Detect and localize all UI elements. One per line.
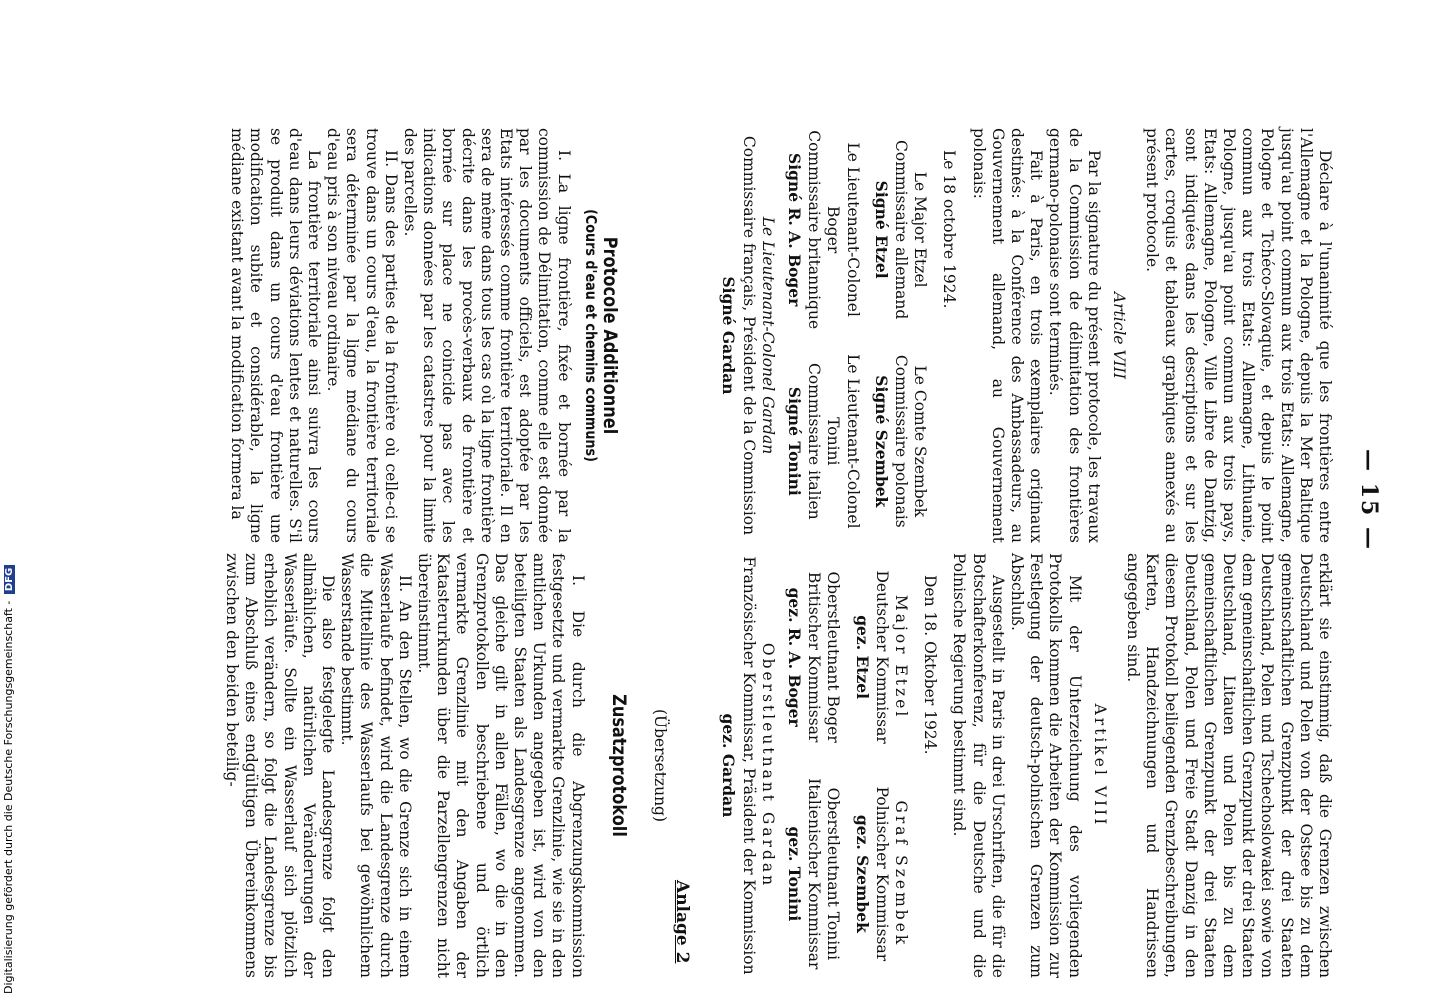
- fr-sig-role: Commissaire italien: [805, 362, 824, 520]
- de-article-title: Artikel VIII: [1090, 703, 1109, 828]
- de-protocol-title: Zusatzprotokoll: [607, 694, 630, 837]
- de-sig-name: Major Etzel: [891, 594, 910, 720]
- de-paragraph: Die also festgelegte Landesgrenze folgt den allmählichen, natürlichen Veränderungen der Wasserläufe. Sollte ein Wasserlauf sich plötzlich erheblich verändern, so folgt die Landesgrenze bis zum Abschluß eines endgültigen Übereinkommens zwischen den beiden beteilig-: [223, 553, 338, 978]
- fr-protocol-subtitle: (Cours d'eau et chemins communs): [581, 209, 600, 462]
- de-sig-signed: gez. Szembek: [852, 814, 872, 933]
- fr-paragraph: I. La ligne frontière, fixée et bornée par la commission de Délimitation, comme elle est donnée par les documents officiels, est adoptée par les Etats intéressés comme frontière territoriale. Il en sera de même dans tous les cas où la ligne frontière décrite dans les procès-verbaux de frontière et bornée sur place ne coincide pas avec les indications données par les catastres pour la limite des parcelles.: [401, 128, 573, 543]
- fr-sig-signed: Signé Etzel: [871, 180, 891, 279]
- de-sig-name: Oberstleutnant Gardan: [758, 642, 777, 889]
- german-column: [222, 553, 1334, 978]
- fr-sig-name: Le Lieutenant-Colonel Boger: [824, 142, 862, 317]
- de-sig-role: Französischer Kommissar, Präsident der Kommission: [739, 556, 758, 975]
- fr-protocol-title: Protocole Additionnel: [599, 236, 622, 435]
- de-sig-name: Graf Szembek: [891, 800, 910, 948]
- de-sig-president: [719, 553, 777, 978]
- digitization-footer: [2, 0, 15, 1000]
- de-uebersetzung: (Übersetzung): [651, 708, 670, 823]
- de-paragraph: I. Die durch die Abgrenzungskommission festgesetzte und vermarkte Grenzlinie, wie sie in den amtlichen Urkunden angegeben ist, wird von den beteiligten Staaten als Landesgrenze angenommen. Das gleiche gilt in allen Fällen, wo die in den Grenzprotokollen beschriebene und örtlich vermarkte Grenzlinie mit den Angaben der Katasterurkunden über die Parzellengrenzen nicht übereinstimmt.: [415, 553, 587, 978]
- de-sig-signed: gez. Etzel: [852, 615, 872, 700]
- fr-sig-name: Le Comte Szembek: [911, 365, 930, 518]
- de-sig-signed: gez. R. A. Boger: [784, 587, 804, 727]
- fr-sig-role: Commissaire français, Président de la Commission: [739, 135, 758, 536]
- french-column: [227, 128, 1334, 543]
- fr-intro: Déclare à l'unanimité que les frontières entre l'Allemagne et la Pologne, depuis la Mer Baltique jusqu'au point commun aux trois Etats: Allemagne, Pologne et Tchéco-Slovaquie, et depuis le point commun aux trois Etats: Allemagne, Lithuanie, Pologne, jusqu'au point commun aux trois pays, Etats: Allemagne, Pologne, Ville Libre de Dantzig, sont indiquées dans les descriptions et sur les cartes, croquis et tableaux graphiques annexés au présent protocole.: [1143, 128, 1334, 543]
- fr-signatures-row2: [785, 128, 862, 543]
- fr-sig-name: Le Lieutenant-Colonel Gardan: [758, 216, 777, 455]
- de-sig-role: Britischer Kommissar: [805, 571, 824, 743]
- de-sig-signed: gez. Tonini: [784, 826, 804, 922]
- de-sig-name: Oberstleutnant Tonini: [824, 787, 843, 961]
- de-article-p2: Ausgestellt in Paris in drei Urschriften, die für die Botschafterkonferenz, für die Deutsche und die Polnische Regierung bestimmt sind.: [950, 553, 1007, 978]
- de-paragraph: II. An den Stellen, wo die Grenze sich in einem Wasserlaufe befindet, wird die Landesgrenze durch die Mittellinie des Wasserlaufs bei gewöhnlichem Wasserstande bestimmt.: [338, 553, 414, 978]
- dfg-logo: DFG: [4, 565, 15, 594]
- fr-sig-signed: Signé R. A. Boger: [784, 153, 804, 307]
- fr-sig-signed: Signé Szembek: [871, 375, 891, 508]
- anlage-label: Anlage 2: [672, 880, 692, 964]
- fr-paragraph: II. Dans des parties de la frontière où celle-ci se trouve dans un cours d'eau, la frontière territoriale sera déterminée par la ligne médiane du cours d'eau pris à son niveau ordinaire.: [324, 128, 400, 543]
- de-signatures-row2: [785, 553, 843, 978]
- fr-article-p1: Par la signature du présent protocole, les travaux de la Commission de délimitation des frontières germano-polonaise sont terminés.: [1046, 128, 1103, 543]
- de-intro: erklärt sie einstimmig, daß die Grenzen zwischen Deutschland und Polen von der Ostsee bis zu dem gemeinschaftlichen Grenzpunkt der drei Staaten Deutschland, Polen und Tschechoslowakei sowie von dem gemeinschaftlichen Grenzpunkt der drei Staaten Deutschland, Litauen und Polen bis zu dem gemeinschaftlichen Grenzpunkt der drei Staaten Deutschland, Polen und Freie Stadt Danzig in den diesem Protokoll beiliegenden Grenzbeschreibungen, Karten, Handzeichnungen und Handrissen angegeben sind.: [1123, 553, 1334, 978]
- fr-article-p2: Fait à Paris, en trois exemplaires originaux destinés: à la Conférence des Ambassadeurs, au Gouvernement allemand, au Gouvernement polonais:: [969, 128, 1046, 543]
- de-sig-role: Polnischer Kommissar: [872, 786, 891, 962]
- de-sig-signed: gez. Gardan: [719, 713, 739, 818]
- fr-sig-signed: Signé Gardan: [719, 276, 739, 395]
- de-sig-role: Italienischer Kommissar: [805, 778, 824, 970]
- fr-sig-role: Commissaire britannique: [805, 130, 824, 330]
- de-date: Den 18. Oktober 1924.: [921, 575, 940, 755]
- fr-sig-signed: Signé Tonini: [784, 386, 804, 496]
- de-article-p1: Mit der Unterzeichnung des vorliegenden Protokolls kommen die Arbeiten der Kommission zur Festlegung der deutsch-polnischen Grenzen zum Abschluß.: [1007, 553, 1084, 978]
- fr-sig-role: Commissaire polonais: [891, 354, 910, 528]
- footer-text: Digitalisierung gefördert durch die Deutsche Forschungsgemeinschaft -: [2, 600, 15, 994]
- fr-sig-role: Commissaire allemand: [891, 140, 910, 320]
- fr-sig-name: Le Major Etzel: [911, 171, 930, 288]
- de-sig-role: Deutscher Kommissar: [872, 570, 891, 744]
- fr-sig-president: [719, 128, 777, 543]
- de-signatures-row1: [852, 553, 910, 978]
- fr-paragraph: La frontière territoriale ainsi suivra les cours d'eau dans leurs déviations lentes et naturelles. S'il se produit dans un cours d'eau frontière une modification subite et considérable, la ligne médiane existant avant la modification formera la: [228, 128, 324, 543]
- fr-sig-name: Le Lieutenant-Colonel Tonini: [824, 354, 862, 529]
- page-number: — 15 —: [1356, 449, 1382, 551]
- de-sig-name: Oberstleutnant Boger: [824, 571, 843, 743]
- fr-signatures-row1: [872, 128, 930, 543]
- fr-article-title: Article VIII: [1109, 291, 1128, 380]
- fr-date: Le 18 octobre 1924.: [940, 150, 959, 309]
